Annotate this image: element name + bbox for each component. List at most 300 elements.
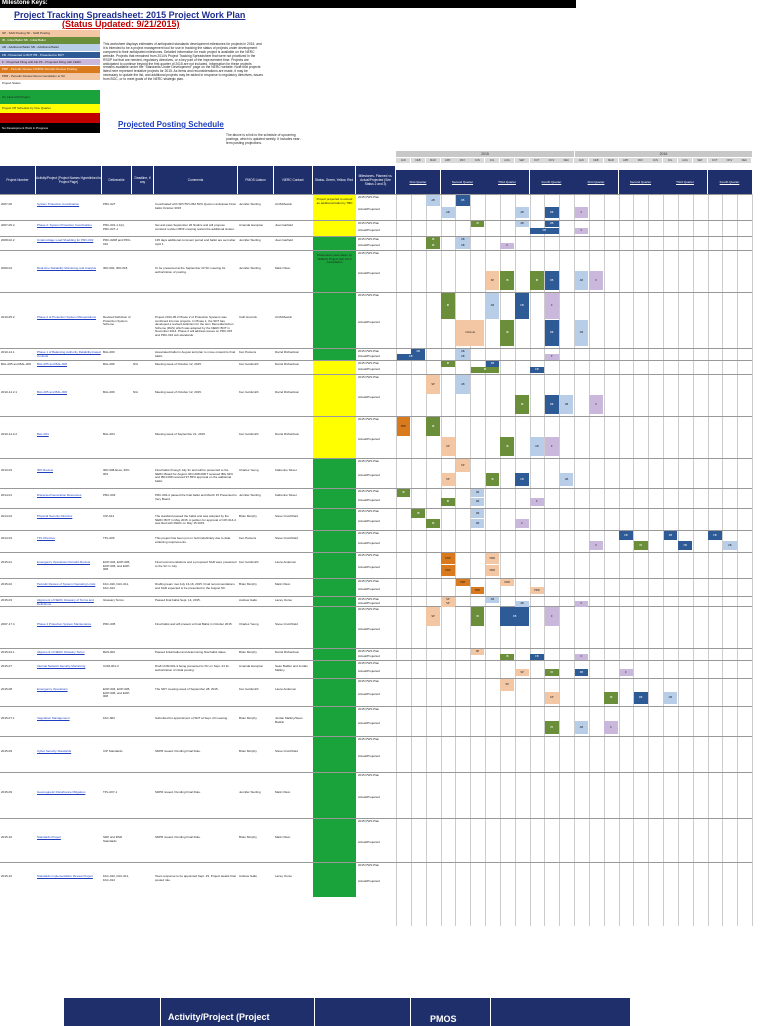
milestone-bar: SP: [441, 597, 455, 603]
project-link[interactable]: Dispersed Generation Resources: [37, 494, 82, 497]
month-label: MAR: [604, 158, 618, 163]
nerc-contact: Al McMeekin: [275, 316, 293, 319]
pmos-liaison: Jennifer Sterling: [239, 203, 261, 206]
milestone-bar: FB: [530, 367, 544, 373]
plan-label: 2015 PWS Plan: [358, 608, 380, 611]
plan-label: 2015 PWS Plan: [358, 418, 380, 421]
comments: Coordinated with SPCTR's IBA 50% Quorum anticipate Final ballot October 2015: [155, 203, 236, 210]
milestone-bar: PRR: [500, 579, 514, 586]
milestone-bar: IB: [471, 221, 485, 227]
pmos-liaison: Brian Murphy: [239, 836, 257, 839]
nerc-contact: Juan Garfield: [275, 224, 293, 227]
plan-label: 2015 PWS Plan: [358, 350, 380, 353]
status-updated: (Status Updated: 9/21/2015): [62, 19, 180, 29]
comments: Meeting week of October 12, 2015.: [155, 363, 202, 366]
nerc-contact: Lacey Ourso: [275, 875, 293, 878]
nerc-contact: Darrel Richardson: [275, 433, 300, 436]
project-number: 2015-03: [1, 599, 13, 602]
actual-label: Actual/Projected: [358, 655, 380, 658]
project-number: 2015-08: [1, 688, 13, 691]
milestone-bar: FB: [397, 354, 426, 360]
milestone-bar: FB: [411, 349, 425, 355]
milestone-bar: FB: [456, 195, 470, 206]
nerc-contact: Katherine Street: [275, 469, 297, 472]
deliverable: EOP-004, EOP-005, EOP-006, and EOP-008: [103, 688, 131, 699]
table-row: [0, 706, 752, 737]
page-title: Project Tracking Spreadsheet: 2015 Project Work Plan: [14, 10, 246, 20]
milestone-bar: SP: [500, 679, 514, 691]
quarter-header: Second Quarter: [441, 170, 485, 194]
milestone-bar: FB: [708, 531, 722, 540]
status-indicator: [313, 459, 356, 489]
project-link[interactable]: Emergency Operations: [37, 688, 68, 691]
status-note: Parameters were taken by SDEGS Project (22) 02-S cancellation: [316, 254, 352, 265]
milestone-bar: IB: [500, 437, 514, 456]
milestone-bar: SP: [545, 692, 559, 704]
milestone-bar: PRP: [441, 553, 455, 564]
table-row: [0, 416, 752, 459]
project-number: 2010-14.2.1: [1, 391, 18, 394]
pmos-liaison: Ken Goldsmith: [239, 561, 259, 564]
milestone-bar: FB: [515, 293, 529, 319]
nerc-contact: Darrel Richardson: [275, 651, 300, 654]
plan-label: 2015 PWS Plan: [358, 774, 380, 777]
project-link[interactable]: Vegetation Management: [37, 717, 70, 720]
plan-label: 2015 PWS Plan: [358, 294, 380, 297]
table-row: [0, 508, 752, 531]
milestone-bar: FB: [678, 541, 692, 550]
milestone-bar: IB: [426, 237, 440, 243]
month-label: AUG: [500, 158, 514, 163]
quarter-header: Third Quarter: [485, 170, 529, 194]
pmos-liaison: Brian Murphy: [239, 651, 257, 654]
milestone-bar: AB: [456, 237, 470, 243]
milestone-bar: AB: [441, 207, 455, 218]
pmos-liaison: Brian Murphy: [239, 717, 257, 720]
actual-label: Actual/Projected: [358, 396, 380, 399]
plan-label: 2015 PWS Plan: [358, 222, 380, 225]
nerc-contact: Steve Crutchfield: [275, 750, 298, 753]
comments: Passed final ballot Sept. 14, 2015.: [155, 599, 201, 602]
status-indicator: [313, 607, 356, 649]
actual-label: Actual/Projected: [358, 229, 380, 232]
project-number: 2014-03: [1, 537, 13, 540]
project-number: 2015-01: [1, 561, 13, 564]
plan-label: 2015 PWS Plan: [358, 650, 380, 653]
project-link[interactable]: Phase 2 of Protection System Misoperations: [37, 316, 97, 319]
milestone-bar: IB: [426, 243, 440, 249]
actual-label: Actual/Projected: [358, 841, 380, 844]
deliverable: CIP-014: [103, 515, 115, 518]
pmos-liaison: Charles Yeung: [239, 469, 259, 472]
project-number: 2013-03: [1, 469, 13, 472]
milestone-bar: FB: [545, 221, 559, 227]
table-row: [0, 458, 752, 489]
month-label: OCT: [708, 158, 722, 163]
project-number: 2008-02.2: [1, 239, 15, 242]
comments: The standard passed the ballot and was adopted by the NERC BOT in May 2015. A petition for approval of CIP-014-2 was filed with FERC on May 15 2015.: [155, 515, 236, 526]
milestone-bar: IB: [545, 669, 559, 676]
comments: Drafting team met July 13-16, 2015. Final recommendations and SAR expected to be presented to the August SC.: [155, 583, 235, 590]
milestone-bar: AB: [471, 489, 485, 497]
comments: SDPR issued. Pending Final Rule.: [155, 791, 201, 794]
actual-label: Actual/Projected: [358, 542, 380, 545]
milestone-bar: AB: [471, 519, 485, 528]
comments: 135 days additional comment period and ballot are sent after April 1: [155, 239, 236, 246]
project-link[interactable]: BAL-005 and BAL-006: [37, 363, 68, 366]
deadline: N/A: [133, 391, 139, 394]
milestone-bar: PRP: [456, 579, 470, 586]
col-project-number: Project Number: [0, 166, 36, 194]
actual-label: Actual/Projected: [358, 499, 380, 502]
deliverable: FAC-003: [103, 717, 115, 720]
milestone-bar: PRP: [441, 565, 455, 576]
project-number: 2007-17.4: [1, 623, 15, 626]
milestone-bar: SP: [426, 607, 440, 626]
nerc-contact: Katherine Street: [275, 494, 297, 497]
milestone-bar: AB: [471, 498, 485, 506]
actual-label: Actual/Projected: [358, 796, 380, 799]
pmos-liaison: Jennifer Sterling: [239, 791, 261, 794]
plan-label: 2015 PWS Plan: [358, 252, 380, 255]
actual-label: Actual/Projected: [358, 880, 380, 883]
milestone-bar: AB: [456, 354, 470, 360]
milestone-bar: IB: [441, 498, 455, 506]
actual-label: Actual/Projected: [358, 474, 380, 477]
deliverable: FAC-010, FAC-011, FAC-014: [103, 583, 129, 590]
project-number: 2015-10: [1, 836, 13, 839]
plan-label: 2015 PWS Plan: [358, 680, 380, 683]
milestone-bar: AB: [560, 395, 574, 414]
plan-label: 2015 PWS Plan: [358, 196, 380, 199]
status-indicator: [313, 531, 356, 553]
milestone-bar: IB: [471, 607, 485, 626]
actual-label: Actual/Projected: [358, 520, 380, 523]
milestone-bar: SP: [441, 601, 455, 607]
project-link[interactable]: Standards Implementation Review Project: [37, 875, 93, 878]
milestone-bar: FB: [575, 669, 589, 676]
status-indicator: [313, 375, 356, 417]
project-link[interactable]: Cyber Security Standards: [37, 750, 72, 753]
deliverable: BAL-003: [103, 351, 115, 354]
table-row: [0, 660, 752, 679]
actual-label: Actual/Projected: [358, 355, 380, 358]
milestone-bar: AB: [456, 375, 470, 394]
project-number: 2015-04.1: [1, 651, 15, 654]
project-link[interactable]: Periodic Review of System Operating Limits: [37, 583, 96, 586]
milestone-bar: PRP: [397, 417, 411, 436]
status-indicator: [313, 553, 356, 579]
milestone-bar: F: [589, 541, 603, 550]
milestone-bar: AB: [486, 293, 500, 319]
pmos-liaison: Jennifer Sterling: [239, 494, 261, 497]
nerc-contact: Mark Olson: [275, 583, 291, 586]
table-row: [0, 360, 752, 375]
month-label: JUN: [648, 158, 662, 163]
deliverable: COM-001-3: [103, 665, 119, 668]
year-2015: 2015: [396, 151, 574, 157]
month-label: JAN: [574, 158, 588, 163]
deadline: N/A: [133, 363, 139, 366]
status-indicator: [313, 293, 356, 349]
nerc-contact: Juan Garfield: [275, 239, 293, 242]
actual-label: Actual/Projected: [358, 722, 380, 725]
col-comments: Comments: [154, 166, 238, 194]
plan-label: 2015 PWS Plan: [358, 238, 380, 241]
project-number: 2015-09: [1, 791, 13, 794]
actual-label: Actual/Projected: [358, 588, 380, 591]
project-number: 2015-07.1: [1, 717, 15, 720]
project-number: 2010-05.2: [1, 316, 15, 319]
deliverable: PRC-027: [103, 203, 116, 206]
milestone-bar: SP: [515, 669, 529, 676]
deliverable: PRC-0208 and PRC-010: [103, 239, 131, 246]
milestone-bar: FB: [545, 271, 559, 290]
nerc-contact: Mark Olson: [275, 791, 291, 794]
project-link[interactable]: System Protection Coordination: [37, 203, 80, 206]
milestone-bar: IB: [426, 417, 440, 436]
pmos-liaison: Amanda Hampton: [239, 224, 264, 227]
comments: Draft COM-001-3 being presented to SC on Sept. 23 for authorization of initial posting.: [155, 665, 230, 672]
milestone-bar: IB: [441, 361, 455, 367]
col-milestones: Milestones- Planned vs. Actual/Projected (See Status 2 and 3): [356, 166, 396, 194]
milestone-bar: F: [575, 228, 589, 234]
status-indicator: [313, 773, 356, 819]
milestone-bar: IB: [545, 721, 559, 734]
quarter-header: First Quarter: [396, 170, 440, 194]
actual-label: Actual/Projected: [358, 628, 380, 631]
nerc-contact: Laura Anderson: [275, 561, 297, 564]
project-link[interactable]: Emergency Operations Periodic Review: [37, 561, 91, 564]
milestone-bar: F: [589, 271, 603, 290]
project-link[interactable]: Real-time Reliability Monitoring and Analysis: [37, 267, 97, 270]
table-row: [0, 292, 752, 349]
pmos-liaison: Ken Parsons: [239, 537, 257, 540]
milestone-bar: AB: [456, 349, 470, 355]
milestone-bar: AB: [426, 195, 440, 206]
status-indicator: [313, 863, 356, 897]
status-indicator: [313, 195, 356, 221]
month-label: APR: [619, 158, 633, 163]
milestone-bar: FB: [530, 228, 559, 234]
actual-label: Actual/Projected: [358, 438, 380, 441]
col-deliverable: Deliverable: [102, 166, 132, 194]
month-label: AUG: [678, 158, 692, 163]
milestone-bar: FB: [664, 531, 678, 540]
status-indicator: [313, 579, 356, 597]
comments: Final ballot and will present a Final Ballot in October 2015.: [155, 623, 233, 626]
project-link[interactable]: BAL-004: [37, 433, 49, 436]
month-label: MAY: [455, 158, 469, 163]
milestone-bar: AB: [456, 243, 470, 249]
plan-label: 2015 PWS Plan: [358, 864, 380, 867]
table-row: [0, 606, 752, 649]
project-link[interactable]: Alignment of NERC Glossary Terms: [37, 651, 85, 654]
milestone-bar: IB: [500, 654, 514, 660]
table-row: [0, 488, 752, 509]
project-number: 2007-06.2: [1, 224, 15, 227]
pmos-liaison: Ken Goldsmith: [239, 363, 259, 366]
month-label: DEC: [737, 158, 751, 163]
project-number: 2010-14.2.2: [1, 433, 18, 436]
nerc-contact: Mark Olson: [275, 267, 291, 270]
milestone-bar: AB: [486, 597, 500, 603]
deliverable: TPL-006: [103, 537, 115, 540]
deliverable: FAC-010, FAC-011, FAC-014: [103, 875, 129, 882]
month-label: DEC: [559, 158, 573, 163]
milestone-bar: PRR: [530, 587, 544, 594]
milestone-bar: IB: [604, 692, 618, 704]
col-activity: Activity/Project (Project Names Hyperlinked to Project Page): [36, 166, 102, 194]
actual-label: Actual/Projected: [358, 602, 380, 605]
status-indicator: [313, 661, 356, 679]
table-row: [0, 236, 752, 251]
milestone-bar: IB: [397, 489, 411, 497]
milestone-bar: FB: [545, 207, 559, 218]
month-label: SEP: [515, 158, 529, 163]
month-label: SEP: [693, 158, 707, 163]
milestone-bar: F: [575, 601, 589, 607]
project-link[interactable]: Internal Network Security Monitoring: [37, 665, 86, 668]
footer-activity-label: Activity/Project (Project: [168, 1012, 270, 1022]
milestone-bar: F: [575, 207, 589, 218]
posting-schedule-description: The above is a link to the schedule of upcoming postings, which is updated weekly. It includes near-term posting projections.: [226, 133, 301, 145]
repeated-header-footer: [64, 998, 630, 1026]
project-number: 2007-06: [1, 203, 13, 206]
nerc-contact: Darrel Richardson: [275, 391, 300, 394]
milestone-bar: IB: [411, 509, 425, 518]
project-link[interactable]: Standards Project: [37, 836, 61, 839]
project-link[interactable]: Alignment of NERC Glossary of Terms and Definitions: [37, 599, 94, 606]
comments: Associated ballot in August and plan to move onward to final ballot.: [155, 351, 236, 358]
status-indicator: [313, 489, 356, 509]
status-indicator: [313, 251, 356, 293]
milestone-bar: IB: [471, 367, 500, 373]
grid-line: [752, 194, 753, 926]
projected-posting-schedule-link[interactable]: Projected Posting Schedule: [118, 120, 224, 129]
status-key-row: No Development Work in Progress: [0, 123, 100, 133]
quarter-header: First Quarter: [574, 170, 618, 194]
milestone-bar: SP: [456, 459, 470, 472]
year-2016: 2016: [575, 151, 752, 157]
milestone-bar: AB: [530, 437, 544, 456]
pmos-liaison: Jennifer Sterling: [239, 239, 261, 242]
milestone-bar: AB: [575, 320, 589, 346]
footer-pmos-label: PMOS: [430, 1014, 457, 1024]
deliverable: PRC-001-1.1(ii), PRC-027-1: [103, 224, 125, 231]
month-label: NOV: [722, 158, 736, 163]
col-nerc-contact: NERC Contact: [274, 166, 313, 194]
project-link[interactable]: Phase 2: System Protection Coordination: [37, 224, 92, 227]
status-indicator: [313, 221, 356, 237]
month-label: APR: [441, 158, 455, 163]
status-indicator: [313, 737, 356, 773]
table-row: [0, 250, 752, 293]
comments: Meeting week of September 21, 2015.: [155, 433, 206, 436]
project-number: 2009-02: [1, 267, 13, 270]
nerc-contact: Jordan Mallory/Sean Bodkin: [275, 717, 303, 724]
month-label: FEB: [411, 158, 425, 163]
month-label: JUL: [485, 158, 499, 163]
milestone-bar: IB: [515, 395, 529, 414]
project-link[interactable]: Geomagnetic Disturbance Mitigation: [37, 791, 86, 794]
pmos-liaison: Cath Hovnick: [239, 316, 257, 319]
milestone-bar: IB: [634, 541, 648, 550]
comments: Project 2010-05.2 Phase 2 of Protection Systems was combined into two projects. In Phase 1, the SDT has developed a revised definition for the term Remedial Action Scheme (RAS) which was adopted by the NERC BOT in November 2014. Phase 2 will address issues on PRC-015 and PRC-016 sub-standards.: [155, 316, 234, 337]
actual-label: Actual/Projected: [358, 208, 380, 211]
comments: Final recommendations and a proposed SAR were presented to the SC in July.: [155, 561, 237, 568]
plan-label: 2015 PWS Plan: [358, 820, 380, 823]
project-link[interactable]: Phase 4 Protection System Maintenance: [37, 623, 92, 626]
milestone-bar: IB: [500, 271, 514, 290]
status-indicator: [313, 819, 356, 863]
milestone-bar: SP: [426, 375, 440, 394]
status-indicator: [313, 237, 356, 251]
deliverable: BAL-006: [103, 363, 115, 366]
nerc-contact: Sean Bodkin and Jordan Mallory: [275, 665, 308, 672]
milestone-bar: F: [589, 395, 603, 414]
deliverable: IRO-002, IRO-018: [103, 267, 128, 270]
milestone-bar: AB: [560, 473, 574, 486]
month-label: NOV: [544, 158, 558, 163]
key-row: F - Projected Filing with FE PF - Projected Filing with FERC: [0, 59, 100, 66]
actual-label: Actual/Projected: [358, 272, 380, 275]
key-row: PRP - Periodic Review FS/RSF Periodic Review Posting: [0, 66, 100, 73]
deliverable: BAL-004: [103, 433, 115, 436]
table-row: [0, 552, 752, 579]
project-link[interactable]: Phase 1 of Balancing Authority Reliability-based Controls: [37, 351, 101, 358]
quarter-header: Third Quarter: [663, 170, 707, 194]
month-label: MAY: [633, 158, 647, 163]
pmos-liaison: Andrew Gallo: [239, 875, 258, 878]
project-link[interactable]: TPL Directive: [37, 537, 55, 540]
project-number: 2014-02: [1, 515, 13, 518]
deliverable: BAL-006: [103, 391, 115, 394]
milestone-bar: F: [500, 243, 514, 249]
project-link[interactable]: BAL-005 and BAL-006: [37, 391, 68, 394]
milestone-bar: IB: [441, 293, 455, 319]
table-row: [0, 736, 752, 773]
milestone-bar: AB: [515, 221, 529, 227]
table-row: [0, 578, 752, 597]
month-label: JAN: [396, 158, 410, 163]
deliverable: SDP and RSD Standards: [103, 836, 123, 843]
month-label: OCT: [530, 158, 544, 163]
status-indicator: [313, 361, 356, 375]
milestone-bar: AB: [471, 509, 485, 518]
milestone-bar: FB: [515, 473, 529, 486]
comments: Meeting week of October 12, 2015.: [155, 391, 202, 394]
project-link[interactable]: IRO Review: [37, 469, 54, 472]
quarter-header: Second Quarter: [619, 170, 663, 194]
actual-label: Actual/Projected: [358, 670, 380, 673]
milestone-keys-bar: [0, 0, 576, 8]
actual-label: Actual/Projected: [358, 321, 380, 324]
milestone-bar: IB: [530, 271, 544, 290]
milestone-bar: F: [545, 293, 559, 319]
spreadsheet-description: This worksheet displays estimates of anticipated standards development milestones for projects in 2015, and it is intended to be a project management tool for use in tracking the status of projects under development compared to their anticipated milestones. Detailed information for each project is available on the NERC website. Projects that remained from 2014's Project Tracking Spreadsheet that were not prioritized in the RSDP but that are needed, regulatory directives, or a key part of the improvement time. Projects are anticipated to continue beyond the first quarter of 2015 are not included. Information for these projects remains available under the "Standards Under Development" page on the NERC website. Note that projects listed here represent tentative projects for 2015. As items and reconsiderations are made, it may be necessary to update the list, and additional projects may be added in response to regulatory directives, issues from BOC, or to meet goals of the NERC strategic plan.: [103, 42, 263, 82]
month-label: JUL: [663, 158, 677, 163]
pmos-liaison: Ken Goldsmith: [239, 433, 259, 436]
nerc-contact: Darrel Richardson: [275, 351, 300, 354]
comments: Passed initial ballot and determining final ballot dates.: [155, 651, 227, 654]
project-link[interactable]: Undervoltage Load Shedding for PRC-002: [37, 239, 94, 242]
project-link[interactable]: Physical Security Directive: [37, 515, 73, 518]
deliverable: TPL-007-1: [103, 791, 118, 794]
milestone-bar: F: [515, 519, 529, 528]
milestone-bar: FB: [486, 361, 500, 367]
key-row: Project Status: [0, 80, 100, 87]
